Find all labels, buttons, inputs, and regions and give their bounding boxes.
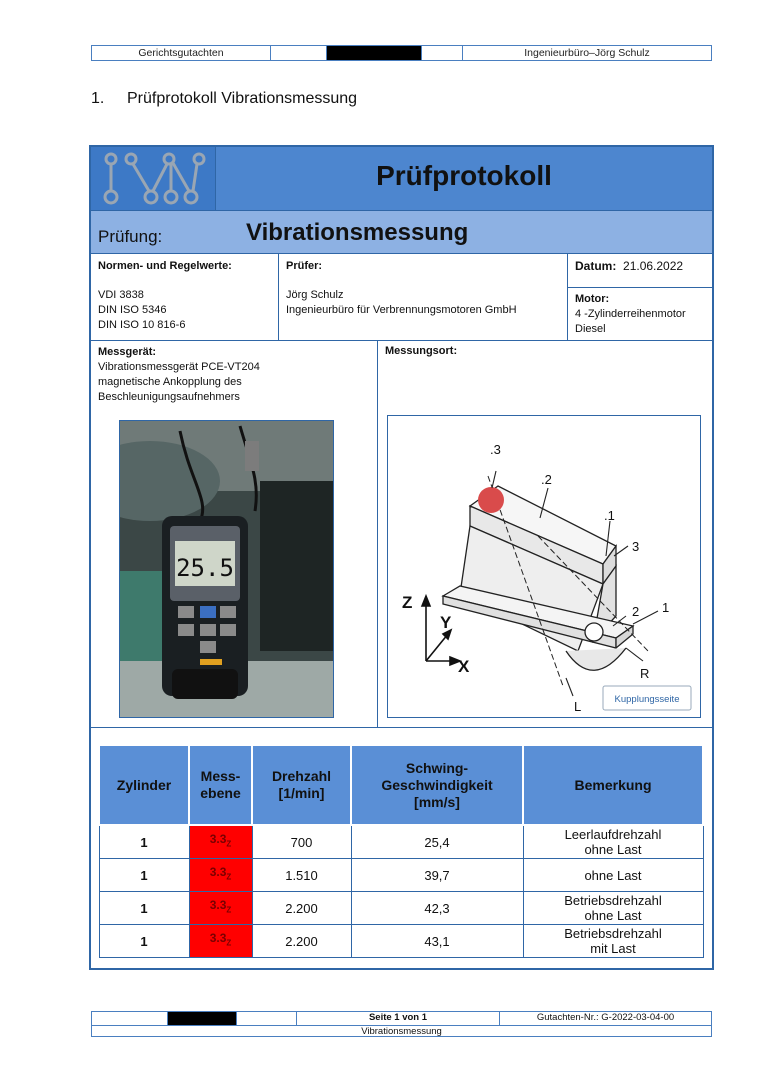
ebene-value: 3.3 (209, 832, 227, 847)
cell-zylinder: 1 (99, 892, 189, 925)
datum-label: Datum: (575, 259, 617, 273)
motor-label: Motor: (575, 293, 610, 305)
ebene-subscript: Z (226, 872, 232, 882)
label-R: R (640, 666, 650, 681)
grid-divider (377, 340, 378, 727)
measurement-table (98, 744, 704, 958)
motor-line: 4 -Zylinderreihenmotor (575, 308, 686, 320)
messungsort-label: Messungsort: (385, 345, 458, 357)
label-n2: 2 (632, 604, 640, 619)
page-footer (91, 1011, 712, 1037)
messgeraet-label: Messgerät: (98, 346, 157, 358)
footer-gutachten: Gutachten-Nr.: G-2022-03-04-00 (536, 1012, 675, 1023)
label-L: L (574, 699, 582, 714)
engine-diagram (387, 415, 701, 718)
section-title (91, 90, 357, 108)
cell-drehzahl: 2.200 (252, 892, 351, 925)
ebene-subscript: Z (226, 839, 232, 849)
norm-item: DIN ISO 10 816-6 (98, 319, 186, 331)
cell-bemerkung (523, 825, 703, 859)
pruefer-label: Prüfer: (286, 260, 323, 272)
table-row (99, 859, 703, 892)
ebene-value: 3.3 (209, 931, 227, 946)
normen-label: Normen- und Regelwerte: (98, 260, 232, 272)
pruefer-firm: Ingenieurbüro für Verbrennungsmotoren GmbH (286, 304, 517, 316)
bemerkung-line: Leerlaufdrehzahl (564, 827, 662, 842)
protocol-title: Prüfprotokoll (376, 160, 552, 191)
pruefung-label: Prüfung: (98, 227, 163, 246)
cell-schwinggeschwindigkeit: 42,3 (351, 892, 523, 925)
grid-divider (567, 254, 568, 340)
bemerkung-line: ohne Last (584, 908, 642, 923)
col-header-zylinder (99, 745, 189, 825)
vibration-meter-photo (120, 421, 334, 718)
cell-bemerkung (523, 925, 703, 958)
engine-block-drawing (388, 416, 702, 719)
label-n3: 3 (632, 539, 640, 554)
header-left: Gerichtsgutachten (92, 46, 271, 60)
footer-blank (92, 1012, 168, 1025)
bemerkung-line: ohne Last (584, 842, 642, 857)
cell-zylinder: 1 (99, 925, 189, 958)
ebene-subscript: Z (226, 905, 232, 915)
col-header-text: Bemerkung (574, 776, 652, 793)
norm-item: DIN ISO 5346 (98, 304, 167, 316)
grid-divider (278, 254, 279, 340)
axis-Y: Y (440, 613, 452, 632)
datum-field (575, 259, 683, 274)
label-n1: 1 (662, 600, 670, 615)
header-redaction (327, 46, 422, 60)
kupplungsseite-label: Kupplungsseite (614, 694, 680, 705)
footer-subject: Vibrationsmessung (361, 1026, 442, 1037)
label-p1: .1 (604, 508, 615, 523)
ivm-logo (91, 147, 216, 210)
cell-messebene (189, 925, 252, 958)
col-header-text: Zylinder (116, 776, 172, 793)
cell-messebene (189, 859, 252, 892)
table-row (99, 825, 703, 859)
ebene-value: 3.3 (209, 898, 227, 913)
bemerkung-line: Betriebsdrehzahl (564, 893, 662, 908)
col-header-text: Schwing- Geschwindigkeit [mm/s] (381, 759, 493, 810)
footer-blank-2 (237, 1012, 297, 1025)
col-header-text: Mess- ebene (200, 768, 241, 801)
pruefer-info (286, 288, 517, 318)
header-blank (271, 46, 327, 60)
messgeraet-line: magnetische Ankopplung des (98, 376, 242, 388)
section-title-text: Prüfprotokoll Vibrationsmessung (127, 90, 358, 107)
grid-divider (91, 340, 712, 341)
device-display-value: 25.5 (176, 554, 234, 582)
messgeraet-line: Vibrationsmessgerät PCE-VT204 (98, 361, 260, 373)
footer-page: Seite 1 von 1 (297, 1012, 500, 1025)
pruefer-name: Jörg Schulz (286, 289, 344, 301)
cell-drehzahl: 2.200 (252, 925, 351, 958)
footer-row (92, 1012, 711, 1026)
table-row (99, 925, 703, 958)
ebene-subscript: Z (226, 938, 232, 948)
header-right: Ingenieurbüro–Jörg Schulz (524, 47, 650, 59)
ivm-logo-graphic (91, 147, 216, 210)
cell-messebene (189, 892, 252, 925)
bemerkung-line: ohne Last (584, 867, 642, 883)
col-header-drehzahl (252, 745, 351, 825)
col-header-bemerkung (523, 745, 703, 825)
section-number: 1. (91, 90, 105, 107)
pruefung-value: Vibrationsmessung (246, 219, 469, 246)
axis-X: X (458, 657, 470, 676)
cell-bemerkung (523, 892, 703, 925)
bemerkung-line: mit Last (590, 941, 636, 956)
axis-Z: Z (402, 593, 413, 612)
messgeraet-field (98, 345, 260, 405)
cell-schwinggeschwindigkeit: 39,7 (351, 859, 523, 892)
cell-schwinggeschwindigkeit: 25,4 (351, 825, 523, 859)
bemerkung-line: Betriebsdrehzahl (564, 926, 662, 941)
cell-schwinggeschwindigkeit: 43,1 (351, 925, 523, 958)
motor-field (575, 292, 686, 337)
cell-drehzahl: 700 (252, 825, 351, 859)
label-p3: .3 (490, 442, 501, 457)
norm-item: VDI 3838 (98, 289, 144, 301)
header-blank-2 (422, 46, 463, 60)
datum-value: 21.06.2022 (623, 259, 684, 273)
grid-divider (567, 287, 712, 288)
cell-zylinder: 1 (99, 859, 189, 892)
col-header-schwinggeschwindigkeit (351, 745, 523, 825)
footer-redaction (168, 1012, 237, 1025)
cell-messebene (189, 825, 252, 859)
motor-line: Diesel (575, 323, 606, 335)
col-header-messebene (189, 745, 252, 825)
col-header-text: Drehzahl [1/min] (271, 768, 332, 801)
grid-divider (91, 727, 712, 728)
cell-bemerkung (523, 859, 703, 892)
cell-drehzahl: 1.510 (252, 859, 351, 892)
ebene-value: 3.3 (209, 865, 227, 880)
device-photo (119, 420, 334, 718)
label-p2: .2 (541, 472, 552, 487)
table-row (99, 892, 703, 925)
messgeraet-line: Beschleunigungsaufnehmers (98, 391, 240, 403)
normen-list (98, 288, 185, 333)
cell-zylinder: 1 (99, 825, 189, 859)
page-header (91, 45, 712, 61)
table-header-row (99, 745, 703, 825)
